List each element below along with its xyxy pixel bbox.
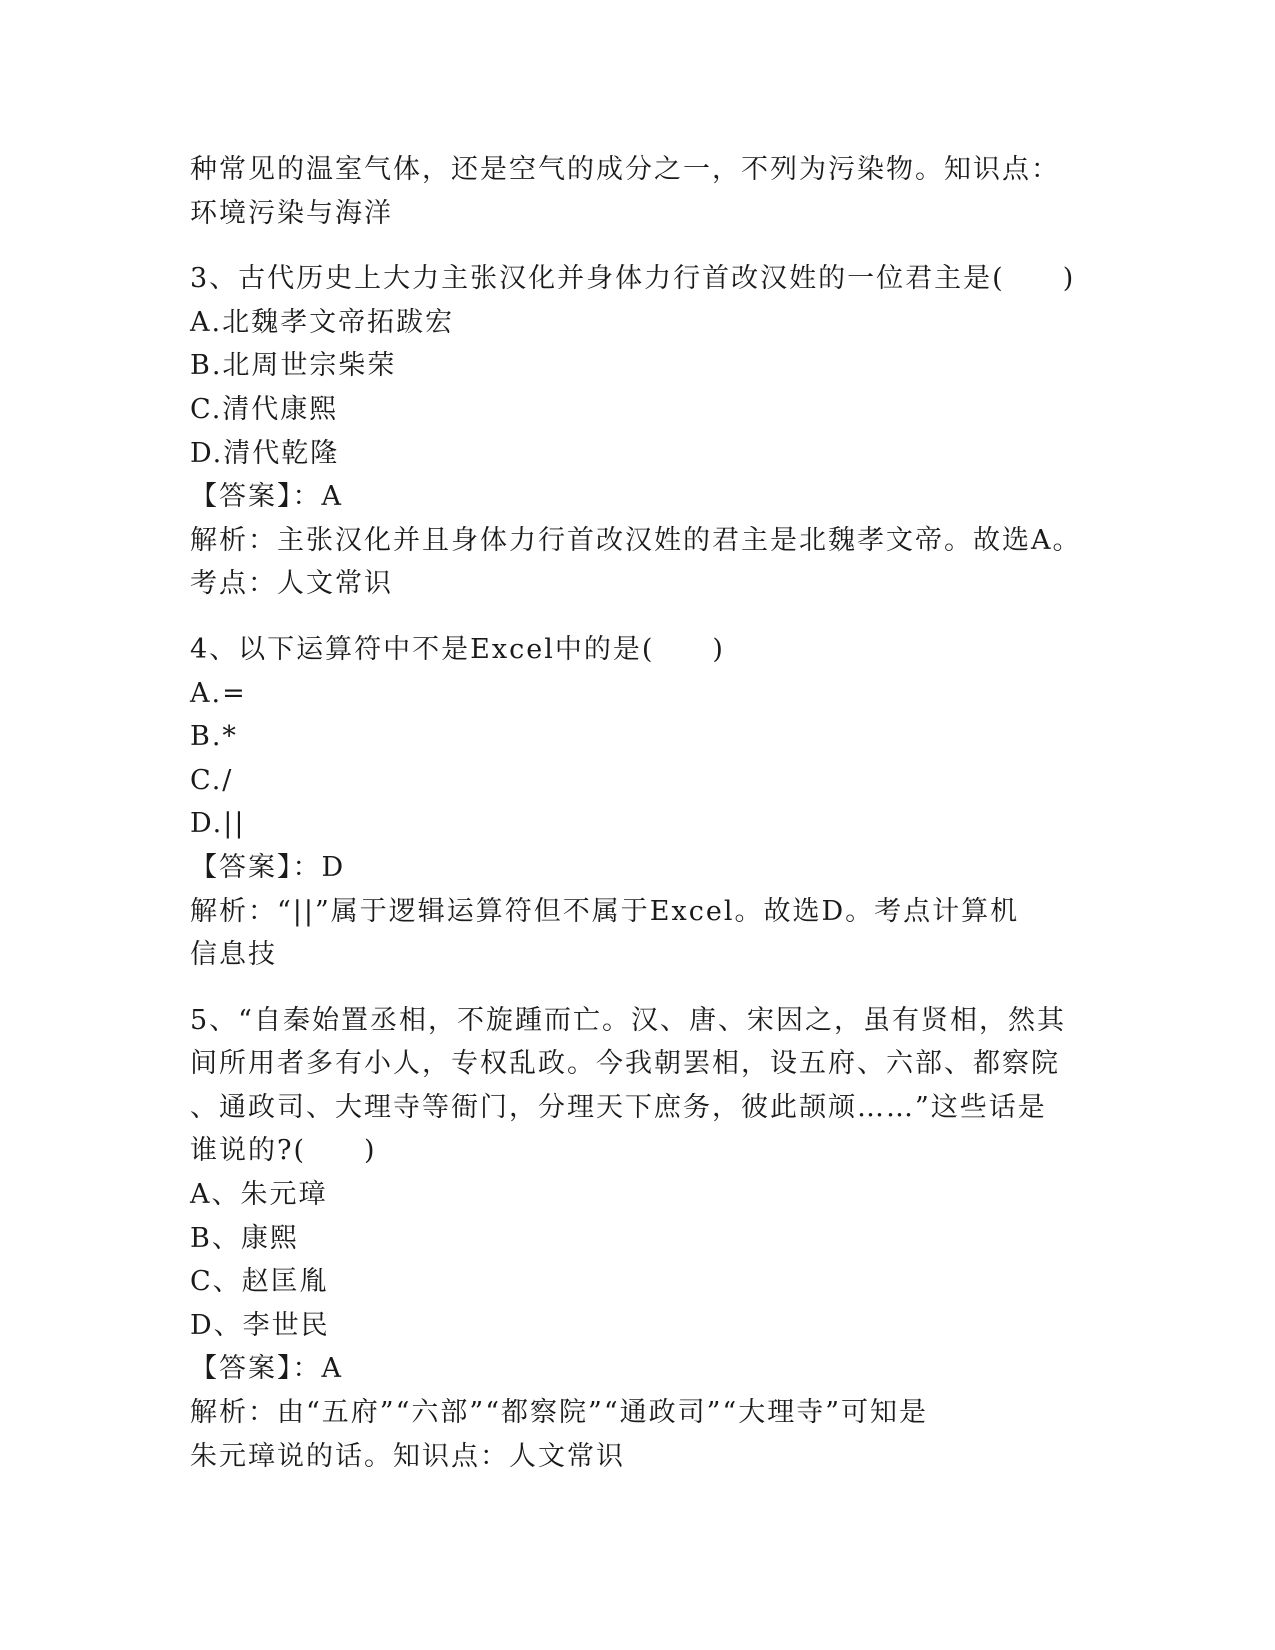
option-b: B.北周世宗柴荣	[190, 350, 397, 382]
question-stem: 、通政司、大理寺等衙门，分理天下庶务，彼此颉颃……”这些话是	[190, 1091, 1047, 1123]
option-c: C、赵匡胤	[190, 1266, 329, 1298]
option-a: A.=	[190, 677, 247, 709]
explanation: 信息技	[190, 939, 277, 971]
answer: 【答案】：A	[190, 481, 343, 513]
text-line: 种常见的温室气体，还是空气的成分之一，不列为污染物。知识点：	[190, 154, 1060, 185]
explanation: 解析：由“五府”“六部”“都察院”“通政司”“大理寺”可知是	[190, 1397, 929, 1429]
question-2-continuation	[190, 148, 1090, 235]
explanation: 解析：“||”属于逻辑运算符但不属于Excel。故选D。考点计算机	[190, 895, 1020, 927]
question-3	[190, 257, 1090, 606]
answer: 【答案】：D	[190, 851, 346, 883]
question-stem: 4、以下运算符中不是Excel中的是( )	[190, 633, 725, 665]
explanation: 考点：人文常识	[190, 568, 393, 600]
option-a: A、朱元璋	[190, 1179, 328, 1211]
question-4	[190, 628, 1090, 977]
question-stem: 3、古代历史上大力主张汉化并身体力行首改汉姓的一位君主是( )	[190, 263, 1076, 295]
text-line: 环境污染与海洋	[190, 197, 393, 229]
question-stem: 5、“自秦始置丞相，不旋踵而亡。汉、唐、宋因之，虽有贤相，然其	[190, 1004, 1066, 1036]
option-b: B.*	[190, 721, 238, 753]
option-d: D、李世民	[190, 1309, 330, 1341]
option-b: B、康熙	[190, 1222, 299, 1254]
question-stem: 间所用者多有小人，专权乱政。今我朝罢相，设五府、六部、都察院	[190, 1048, 1060, 1080]
option-c: C./	[190, 764, 234, 796]
spacer	[190, 235, 1090, 257]
option-a: A.北魏孝文帝拓跋宏	[190, 306, 455, 338]
option-d: D.||	[190, 808, 246, 840]
explanation: 朱元璋说的话。知识点：人文常识	[190, 1440, 625, 1472]
answer: 【答案】：A	[190, 1353, 343, 1385]
question-5	[190, 999, 1090, 1479]
option-d: D.清代乾隆	[190, 437, 340, 469]
question-stem: 谁说的?( )	[190, 1135, 377, 1167]
page-content	[190, 148, 1090, 1478]
spacer	[190, 977, 1090, 999]
option-c: C.清代康熙	[190, 393, 339, 425]
explanation: 解析：主张汉化并且身体力行首改汉姓的君主是北魏孝文帝。故选A。	[190, 524, 1082, 556]
spacer	[190, 606, 1090, 628]
